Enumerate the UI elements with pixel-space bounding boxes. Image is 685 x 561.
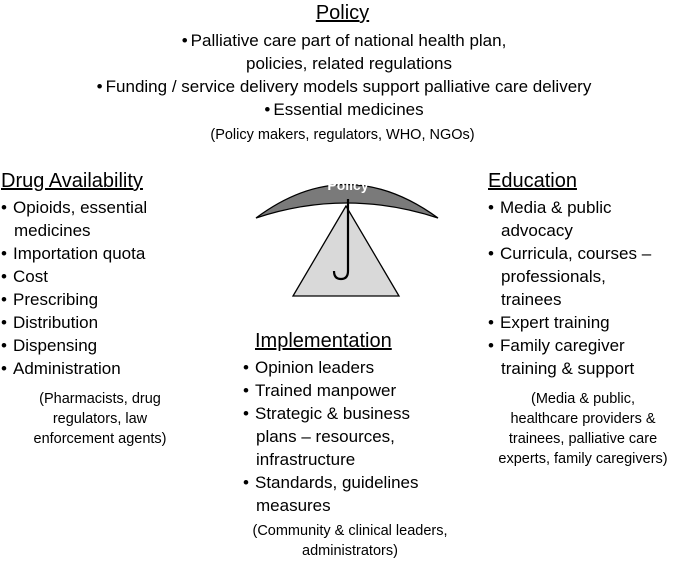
umbrella-triangle (293, 206, 399, 296)
list-item-text: plans – resources, (256, 427, 395, 446)
list-item (488, 311, 651, 334)
note-line: administrators) (302, 543, 398, 559)
list-item-text: Standards, guidelines (255, 473, 419, 492)
note-line: healthcare providers & (510, 411, 656, 427)
policy-stakeholders-note: (Policy makers, regulators, WHO, NGOs) (210, 127, 475, 143)
list-item (0, 75, 685, 98)
bullet-icon: • (243, 358, 249, 377)
bullet-icon: • (243, 381, 249, 400)
bullet-icon: • (243, 404, 249, 423)
bullet-icon: • (1, 267, 7, 286)
note-line: trainees, palliative care (508, 431, 658, 447)
list-item (0, 29, 685, 75)
bullet-icon: • (181, 31, 188, 50)
list-item-text: Curricula, courses – (500, 244, 652, 263)
list-item-text: Essential medicines (273, 100, 424, 119)
list-item (488, 196, 651, 242)
note-line: (Pharmacists, drug (39, 391, 161, 407)
list-item (1, 334, 147, 357)
list-item-text: Administration (13, 359, 121, 378)
list-item-text: advocacy (501, 221, 573, 240)
list-item-text: Importation quota (13, 244, 146, 263)
bullet-icon: • (1, 198, 7, 217)
bullet-icon: • (243, 473, 249, 492)
list-item-text: professionals, (501, 267, 606, 286)
list-item (243, 402, 419, 471)
policy-heading: Policy (315, 2, 370, 24)
list-item (1, 265, 147, 288)
note-line: (Media & public, (531, 391, 635, 407)
list-item-text: Strategic & business (255, 404, 410, 423)
bullet-icon: • (488, 198, 494, 217)
list-item-text: trainees (501, 290, 562, 309)
list-item-text: Family caregiver (500, 336, 625, 355)
implementation-stakeholders-note (215, 521, 485, 561)
list-item-text: Opioids, essential (13, 198, 148, 217)
education-heading: Education (488, 170, 577, 192)
list-item (488, 334, 651, 380)
drug-availability-heading: Drug Availability (1, 170, 143, 192)
policy-section (0, 2, 685, 145)
bullet-icon: • (264, 100, 271, 119)
implementation-heading: Implementation (255, 330, 392, 352)
list-item-text: Expert training (500, 313, 610, 332)
list-item (1, 288, 147, 311)
list-item-text: Prescribing (13, 290, 99, 309)
list-item-text: Dispensing (13, 336, 98, 355)
education-stakeholders-note (480, 389, 685, 469)
bullet-icon: • (1, 359, 7, 378)
note-line: experts, family caregivers) (498, 451, 668, 467)
bullet-icon: • (1, 290, 7, 309)
bullet-icon: • (1, 313, 7, 332)
list-item-text: Trained manpower (255, 381, 397, 400)
policy-list (0, 29, 685, 121)
list-item (1, 357, 147, 380)
note-line: enforcement agents) (33, 431, 167, 447)
implementation-section (243, 330, 419, 517)
list-item-text: Cost (13, 267, 48, 286)
bullet-icon: • (488, 336, 494, 355)
list-item-text: Distribution (13, 313, 99, 332)
bullet-icon: • (488, 244, 494, 263)
bullet-icon: • (1, 336, 7, 355)
note-line: (Community & clinical leaders, (252, 523, 448, 539)
drug-availability-list (1, 196, 147, 380)
list-item-text: training & support (501, 359, 635, 378)
bullet-icon: • (96, 77, 103, 96)
drug-availability-stakeholders-note (0, 389, 200, 449)
list-item (0, 98, 685, 121)
list-item (243, 471, 419, 517)
list-item-text: Opinion leaders (255, 358, 375, 377)
list-item-text: infrastructure (256, 450, 356, 469)
bullet-icon: • (488, 313, 494, 332)
umbrella-label: Policy (327, 177, 369, 193)
list-item-text: medicines (14, 221, 91, 240)
list-item-text: Media & public (500, 198, 612, 217)
list-item (1, 242, 147, 265)
list-item (488, 242, 651, 311)
bullet-icon: • (1, 244, 7, 263)
list-item (243, 379, 419, 402)
education-section (488, 170, 651, 380)
list-item (1, 196, 147, 242)
list-item-text: measures (256, 496, 331, 515)
list-item (1, 311, 147, 334)
drug-availability-section (1, 170, 147, 380)
list-item (243, 356, 419, 379)
education-list (488, 196, 651, 380)
note-line: regulators, law (52, 411, 148, 427)
list-item-text: Palliative care part of national health plan, (190, 31, 507, 50)
implementation-list (243, 356, 419, 517)
policy-umbrella-graphic (248, 166, 444, 316)
list-item-text: Funding / service delivery models support palliative care delivery (105, 77, 592, 96)
list-item-text: policies, related regulations (245, 54, 452, 73)
